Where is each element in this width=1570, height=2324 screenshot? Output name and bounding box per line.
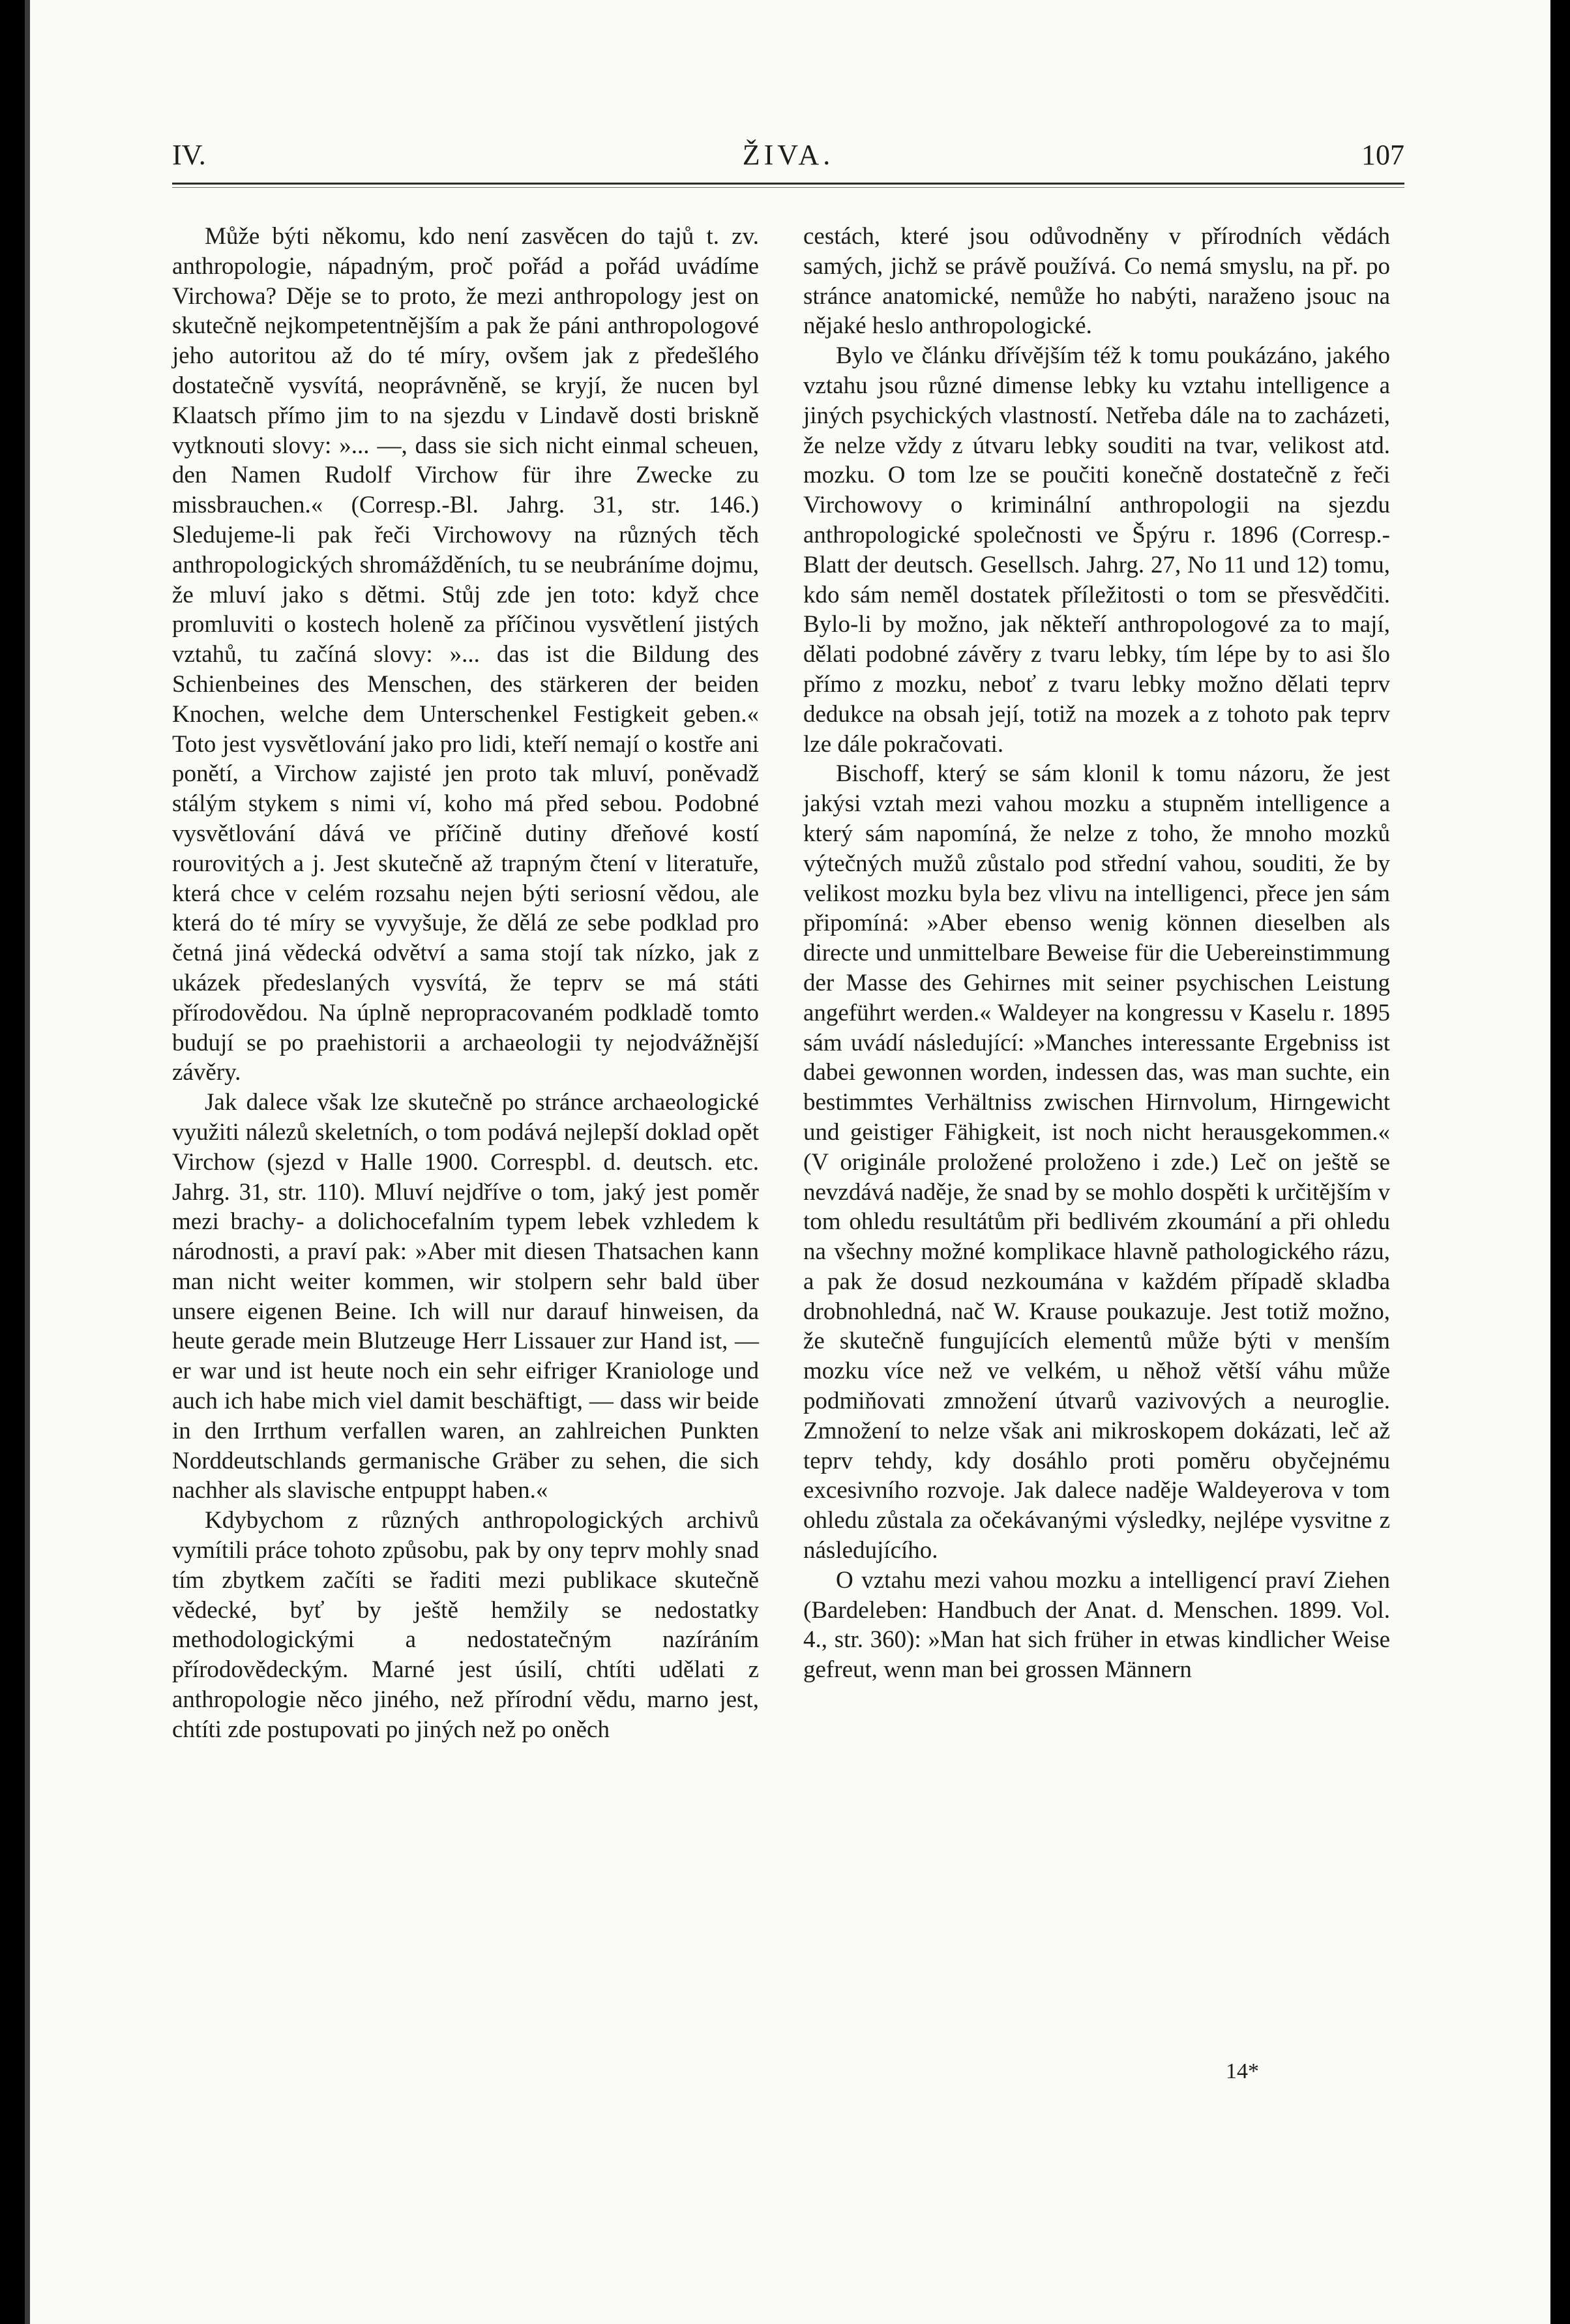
signature-mark: 14* <box>1226 2059 1259 2083</box>
right-column <box>803 222 1390 1685</box>
volume-number: IV. <box>172 139 206 171</box>
running-header <box>172 138 1404 177</box>
scanned-page <box>25 0 1550 2324</box>
paragraph: Kdybychom z různých anthropologických archivů vymítili práce tohoto způsobu, pak by ony teprv mohly snad tím zbytkem začíti se řaditi mezi publikace skutečně vědecké, byť by ještě hemžily se nedostatky methodologickými a nedostatečným nazíráním přírodovědeckým. Marné jest úsilí, chtíti udělati z anthropologie něco jiného, než přírodní vědu, marno jest, chtíti zde postupovati po jiných než po oněch <box>172 1507 759 1743</box>
page-number: 107 <box>1361 139 1404 171</box>
scan-edge <box>25 0 30 2324</box>
paragraph: Jak dalece však lze skutečně po stránce archaeologické využiti nálezů skeletních, o tom podává nejlepší doklad opět Virchow (sjezd v Halle 1900. Correspbl. d. deutsch. etc. Jahrg. 31, str. 110). Mluví nejdříve o tom, jaký jest poměr mezi brachy- a dolichocefalním typem lebek vzhledem k národnosti, a praví pak: »Aber mit diesen Thatsachen kann man nicht weiter kommen, wir stolpern sehr bald über unsere eigenen Beine. Ich will nur darauf hinweisen, da heute gerade mein Blutzeuge Herr Lissauer zur Hand ist, — er war und ist heute noch ein sehr eifriger Kraniologe und auch ich habe mich viel damit beschäftigt, — dass wir beide in den Irrthum verfallen waren, an zahlreichen Punkten Norddeutschlands germanische Gräber zu sehen, die sich nachher als slavische entpuppt haben.« <box>172 1089 759 1504</box>
journal-title: ŽIVA. <box>742 139 835 171</box>
left-column <box>172 222 759 1745</box>
paragraph: Může býti někomu, kdo není zasvěcen do tajů t. zv. anthropologie, nápadným, proč pořád a pořád uvádíme Virchowa? Děje se to proto, že mezi anthropology jest on skutečně nejkompetentnějším a pak že páni anthropologové jeho autoritou až do té míry, ovšem jak z předešlého dostatečně vysvítá, neoprávněně, se kryjí, že nucen byl Klaatsch přímo jim to na sjezdu v Lindavě dosti briskně vytknouti slovy: »... —, dass sie sich nicht einmal scheuen, den Namen Rudolf Virchow für ihre Zwecke zu missbrauchen.« (Corresp.-Bl. Jahrg. 31, str. 146.) Sledujeme-li pak řeči Virchowovy na různých těch anthropologických shromážděních, tu se neubráníme dojmu, že mluví jako s dětmi. Stůj zde jen toto: když chce promluviti o kostech holeně za příčinou vysvětlení jistých vztahů, tu začíná slovy: »... das ist die Bildung des Schienbeines des Menschen, des stärkeren der beiden Knochen, welche dem Unterschenkel Festigkeit geben.« Toto jest vysvětlování jako pro lidi, kteří nemají o kostře ani ponětí, a Virchow zajisté jen proto tak mluví, poněvadž stálým stykem s nimi ví, koho má před sebou. Podobné vysvětlování dává ve příčině dutiny dřeňové kostí rourovitých a j. Jest skutečně až trapným čtení v literatuře, která chce v celém rozsahu nejen býti seriosní vědou, ale která do té míry se vyvyšuje, že dělá ze sebe podklad pro četná jiná vědecká odvětví a sama stojí tak nízko, jak z ukázek předeslaných vysvítá, že teprv se má státi přírodovědou. Na úplně nepropracovaném podkladě tomto budují se po praehistorii a archaeologii ty nejodvážnější závěry. <box>172 223 759 1086</box>
paragraph: cestách, které jsou odůvodněny v přírodních vědách samých, jichž se právě používá. Co nemá smyslu, na př. po stránce anatomické, nemůže ho nabýti, naraženo jsouc na nějaké heslo anthropologické. <box>803 223 1390 340</box>
header-rule <box>172 183 1404 185</box>
header-rule-thin <box>172 187 1404 188</box>
paragraph: Bischoff, který se sám klonil k tomu názoru, že jest jakýsi vztah mezi vahou mozku a stupněm intelligence a který sám napomíná, že nelze z toho, že mnoho mozků výtečných mužů zůstalo pod střední vahou, souditi, že by velikost mozku byla bez vlivu na intelligenci, přece jen sám připomíná: »Aber ebenso wenig können dieselben als directe und unmittelbare Beweise für die Uebereinstimmung der Masse des Gehirnes mit seiner psychischen Leistung angeführt werden.« Waldeyer na kongressu v Kaselu r. 1895 sám uvádí následující: »Manches interessante Ergebniss ist dabei gewonnen worden, indessen das, was man suchte, ein bestimmtes Verhältniss zwischen Hirnvolum, Hirngewicht und geistiger Fähigkeit, ist noch nicht herausgekommen.« (V originále proložené proloženo i zde.) Leč on ještě se nevzdává naděje, že snad by se mohlo dospěti k určitějším v tom ohledu resultátům při bedlivém zkoumání a při ohledu na všechny možné komplikace hlavně pathologického rázu, a pak že dosud nezkoumána v každém případě skladba drobnohledná, nač W. Krause poukazuje. Jest totiž možno, že skutečně fungujících elementů může býti v menším mozku více než ve velkém, u něhož větší váhu může podmiňovati zmnožení útvarů vazivových a neuroglie. Zmnožení to nelze však ani mikroskopem dokázati, leč až teprv tehdy, kdy dosáhlo proti poměru obyčejnému excesivního rozvoje. Jak dalece naděje Waldeyerova v tom ohledu zůstala za očekávanými výsledky, nejlépe vysvitne z následujícího. <box>803 760 1390 1564</box>
paragraph: Bylo ve článku dřívějším též k tomu poukázáno, jakého vztahu jsou různé dimense lebky ku vztahu intelligence a jiných psychických vlastností. Netřeba dále na to zacházeti, že nelze vždy z útvaru lebky souditi na tvar, velikost atd. mozku. O tom lze se poučiti konečně dostatečně z řeči Virchowovy o kriminální anthropologii na sjezdu anthropologické společnosti ve Špýru r. 1896 (Corresp.-Blatt der deutsch. Gesellsch. Jahrg. 27, No 11 und 12) tomu, kdo sám neměl dostatek příležitosti o tom se přesvědčiti. Bylo-li by možno, jak někteří anthropologové za to mají, dělati podobné závěry z tvaru lebky, tím lépe by to asi šlo přímo z mozku, neboť z tvaru lebky možno dělati teprv dedukce na obsah její, totiž na mozek a z tohoto pak teprv lze dále pokračovati. <box>803 342 1390 758</box>
paragraph: O vztahu mezi vahou mozku a intelligencí praví Ziehen (Bardeleben: Handbuch der Anat. d. Menschen. 1899. Vol. 4., str. 360): »Man hat sich früher in etwas kindlicher Weise gefreut, wenn man bei grossen Männern <box>803 1566 1390 1684</box>
